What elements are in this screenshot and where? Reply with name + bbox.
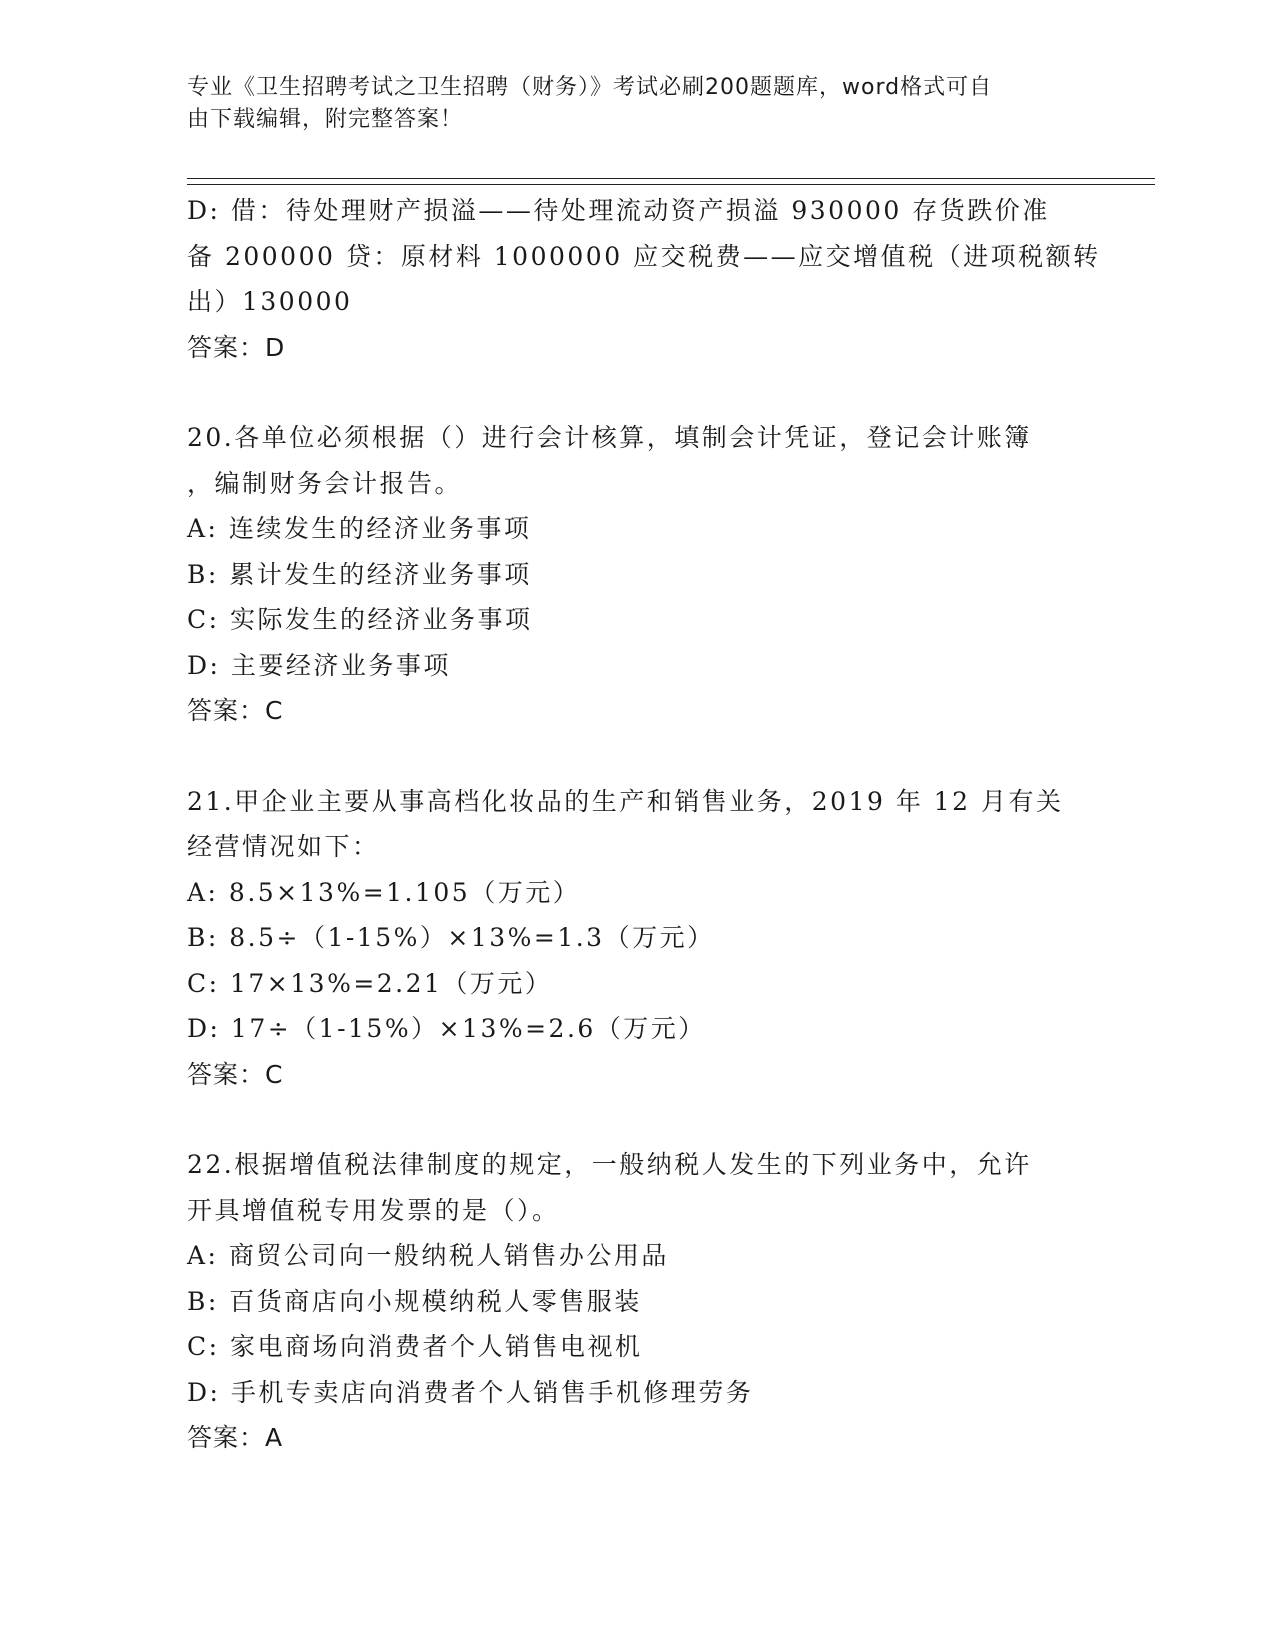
- option-b: B: 百货商店向小规模纳税人零售服装: [187, 1286, 642, 1316]
- question-stem: 开具增值税专用发票的是（）。: [187, 1195, 560, 1225]
- option-d-line: 出）130000: [187, 287, 353, 316]
- question-stem: 经营情况如下：: [187, 832, 380, 861]
- option-a: A: 8.5×13%=1.105（万元）: [187, 877, 581, 907]
- option-d-line: 备 200000 贷：原材料 1000000 应交税费——应交增值税（进项税额转: [187, 241, 1101, 271]
- document-header: [187, 72, 1087, 136]
- option-b: B: 8.5÷（1-15%）×13%=1.3（万元）: [187, 923, 715, 952]
- question-stem: ，编制财务会计报告。: [187, 468, 463, 498]
- answer-label: 答案：C: [187, 696, 284, 725]
- option-d: D: 手机专卖店向消费者个人销售手机修理劳务: [187, 1377, 754, 1407]
- prev-question-block: [187, 188, 1101, 370]
- question-stem: 22.根据增值税法律制度的规定，一般纳税人发生的下列业务中，允许: [187, 1150, 1032, 1179]
- option-d: D: 主要经济业务事项: [187, 650, 451, 680]
- header-divider: [187, 178, 1155, 185]
- answer-label: 答案：D: [187, 332, 286, 362]
- option-d-line: D: 借：待处理财产损溢——待处理流动资产损溢 930000 存货跌价准: [187, 196, 1050, 225]
- option-d: D: 17÷（1-15%）×13%=2.6（万元）: [187, 1014, 706, 1043]
- option-c: C: 实际发生的经济业务事项: [187, 605, 533, 634]
- answer-label: 答案：C: [187, 1059, 284, 1089]
- option-c: C: 家电商场向消费者个人销售电视机: [187, 1332, 643, 1361]
- header-line: 由下载编辑，附完整答案！: [187, 107, 464, 132]
- question-stem: 21.甲企业主要从事高档化妆品的生产和销售业务，2019 年 12 月有关: [187, 786, 1064, 816]
- question-content: [187, 188, 1101, 1461]
- question-22-block: [187, 1142, 1087, 1461]
- answer-label: 答案：A: [187, 1423, 284, 1452]
- option-b: B: 累计发生的经济业务事项: [187, 559, 532, 589]
- header-line: 专业《卫生招聘考试之卫生招聘（财务）》考试必刷200题题库，word格式可自: [187, 75, 993, 100]
- option-a: A: 连续发生的经济业务事项: [187, 514, 532, 543]
- question-20-block: [187, 415, 1087, 734]
- option-a: A: 商贸公司向一般纳税人销售办公用品: [187, 1241, 669, 1270]
- question-stem: 20.各单位必须根据（）进行会计核算，填制会计凭证，登记会计账簿: [187, 423, 1032, 452]
- option-c: C: 17×13%=2.21（万元）: [187, 968, 553, 998]
- question-21-block: [187, 779, 1087, 1098]
